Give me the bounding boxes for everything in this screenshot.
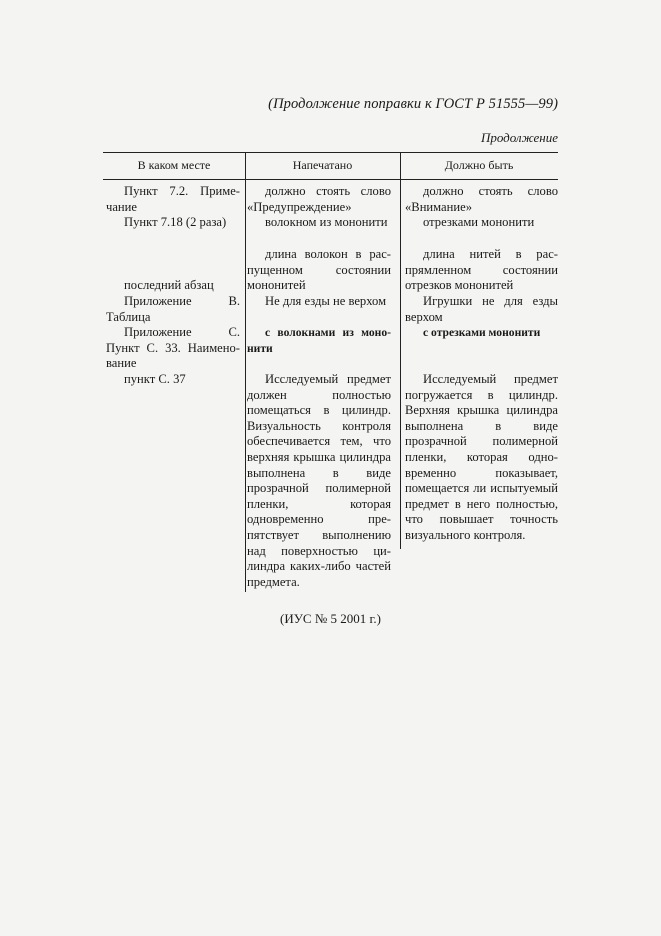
- row-4-should-be: Игрушки не для езды верхом: [405, 294, 558, 324]
- row-1-should-be: должно стоять слово «Внимание»: [405, 184, 558, 214]
- row-2-printed: волокном из мононити: [265, 215, 388, 229]
- column-divider-1: [245, 152, 246, 592]
- row-5-should-be: с отрезками мононити: [423, 326, 541, 339]
- row-2-place: Пункт 7.18 (2 раза): [124, 215, 227, 229]
- row-2-should-be: отрезками мононити: [423, 215, 535, 229]
- row-6-place: пункт С. 37: [124, 372, 186, 386]
- continuation-label: Продолжение: [480, 130, 558, 145]
- row-3-place: последний абзац: [124, 278, 214, 292]
- row-6-should-be: Исследуемый предмет погружается в цилиндр. Верхняя крышка цилиндра выполнена в виде прозрачной полимерной пленки, которая одновременно показывает, помещается ли испытуемый предмет в него полностью, что повышает точность визуального контроля.: [405, 372, 558, 542]
- page-header: (Продолжение поправки к ГОСТ Р 51555—99): [268, 96, 558, 112]
- column-header-printed: Напечатано: [292, 158, 353, 172]
- row-1-place: Пункт 7.2. Примечание: [106, 184, 240, 214]
- column-header-place: В каком месте: [137, 158, 211, 172]
- row-4-printed: Не для езды не верхом: [265, 294, 387, 308]
- row-4-place: Приложение В. Таблица: [106, 294, 240, 324]
- row-3-printed: длина волокон в распущенном состоянии мононитей: [247, 247, 391, 293]
- row-3-should-be: длина нитей в распрямленном состоянии отрезков мононитей: [405, 247, 558, 293]
- corrections-table: [103, 152, 558, 592]
- row-5-printed: с волокнами из мононити: [247, 326, 391, 355]
- column-divider-2: [400, 152, 401, 549]
- table-header-rule: [103, 179, 558, 180]
- row-1-printed: должно стоять слово «Предупреждение»: [247, 184, 391, 214]
- row-6-printed: Исследуемый предмет должен полностью помещаться в цилиндр. Визуальность контроля обеспечивается тем, что верхняя крышка цилиндра выполнена в виде прозрачной полимерной пленки, которая одновременно препятствует выполнению над поверхностью цилиндра каких-либо частей предмета.: [247, 372, 391, 589]
- column-header-should-be: Должно быть: [444, 158, 514, 172]
- row-5-place: Приложение С. Пункт С. 33. Наименование: [106, 325, 240, 371]
- footer-note: (ИУС № 5 2001 г.): [280, 611, 381, 626]
